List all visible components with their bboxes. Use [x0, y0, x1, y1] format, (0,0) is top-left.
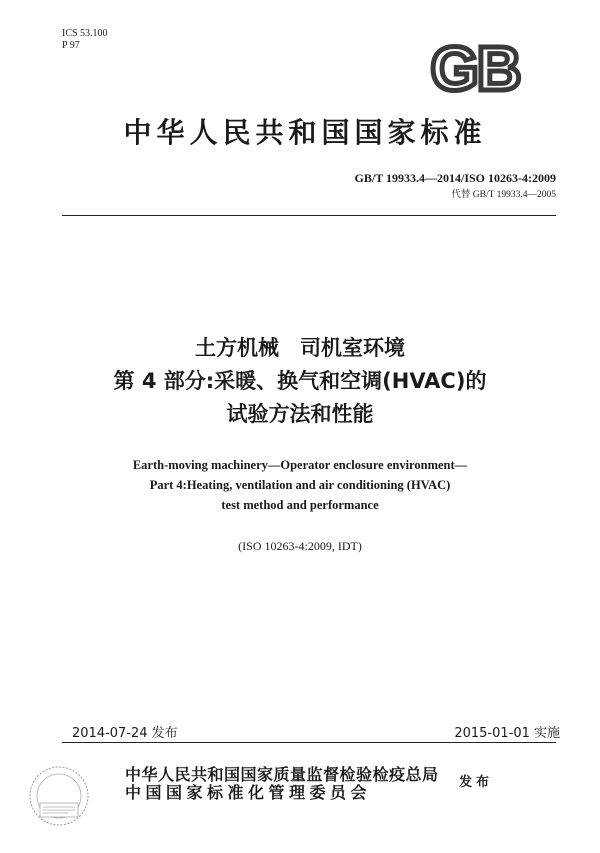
- title-cn-line2: 第 4 部分:采暖、换气和空调(HVAC)的: [113, 369, 487, 393]
- publish-label: 发布: [459, 775, 494, 790]
- issuer-aqsiq: 中华人民共和国国家质量监督检验检疫总局: [125, 765, 439, 784]
- standard-code: GB/T 19933.4—2014/ISO 10263-4:2009: [354, 171, 556, 185]
- replaces-standard: 代替 GB/T 19933.4—2005: [451, 190, 556, 200]
- implementation-date: 2015-01-01 实施: [454, 726, 560, 741]
- standard-title: 中华人民共和国国家标准: [123, 116, 487, 149]
- ics-code: ICS 53.100: [62, 28, 108, 39]
- title-cn-line1: 土方机械 司机室环境: [195, 336, 405, 360]
- bottom-divider: [62, 742, 556, 743]
- issuer-sac: 中国国家标准化管理委员会: [125, 783, 372, 802]
- ccs-code: P 97: [62, 40, 80, 51]
- gb-logo: [416, 38, 534, 96]
- title-en-line3: test method and performance: [221, 498, 379, 512]
- classification-codes: [62, 28, 108, 52]
- watermark-stamp: [28, 765, 90, 827]
- title-en-line1: Earth-moving machinery—Operator enclosure environment—: [132, 458, 468, 472]
- top-divider: [62, 215, 556, 216]
- title-cn-line3: 试验方法和性能: [226, 402, 374, 426]
- issue-date: 2014-07-24 发布: [72, 726, 178, 741]
- gb-logo-text: GB: [430, 38, 520, 96]
- title-en-line2: Part 4:Heating, ventilation and air conditioning (HVAC): [149, 478, 451, 492]
- iso-identity: (ISO 10263-4:2009, IDT): [238, 539, 362, 553]
